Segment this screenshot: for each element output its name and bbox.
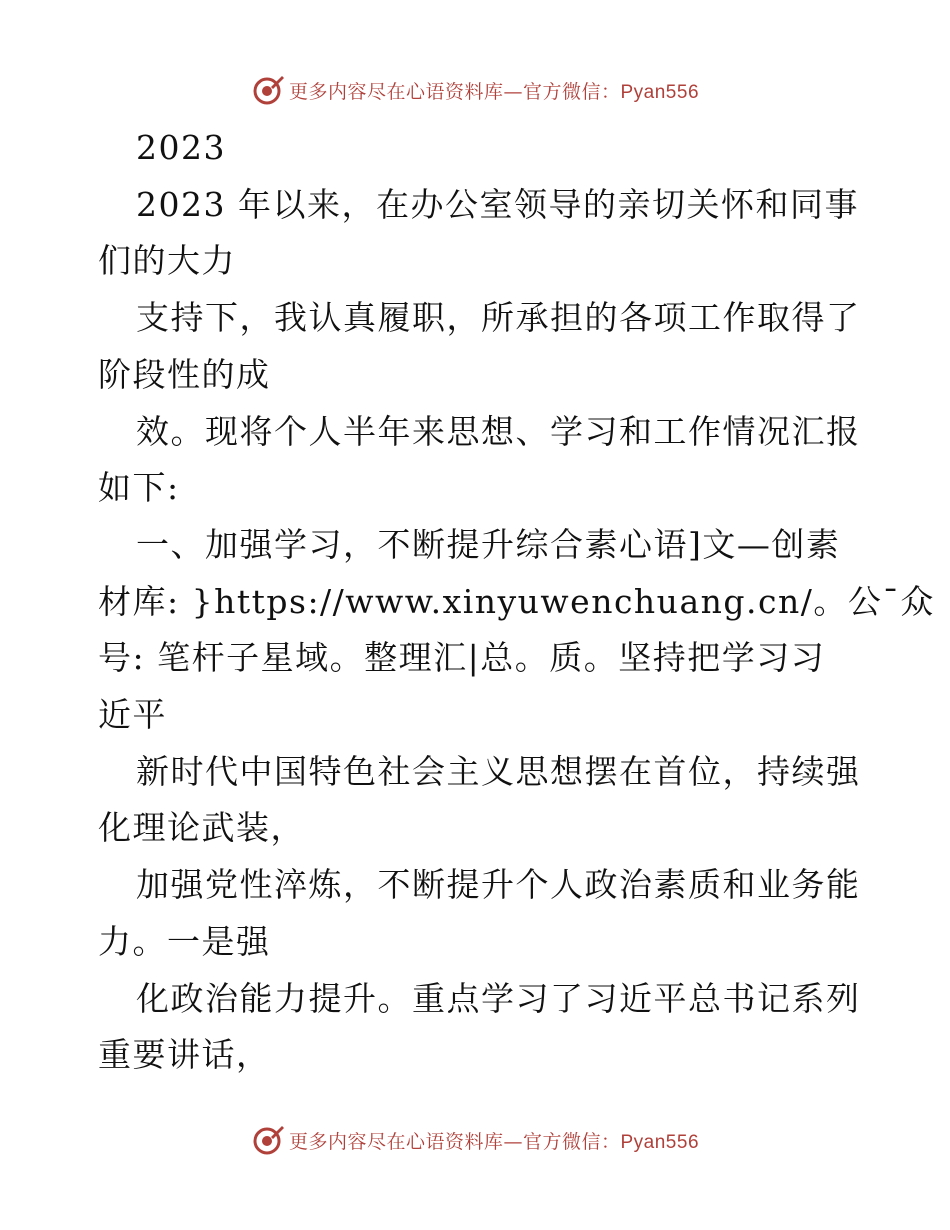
text-line: 如下:: [98, 468, 180, 508]
text-line: 力。一是强: [98, 921, 271, 961]
text-line: 2023: [136, 128, 226, 167]
document-body: [98, 120, 935, 1084]
text-line: 新时代中国特色社会主义思想摆在首位，持续强: [136, 751, 861, 791]
footer-banner-content: [251, 1123, 699, 1157]
footer-banner-wechat: Pyan556: [620, 1131, 700, 1153]
pen-logo-icon: [251, 1123, 285, 1157]
header-banner-label: [289, 77, 699, 104]
footer-banner: [0, 1120, 950, 1160]
header-banner-wechat: Pyan556: [620, 81, 700, 103]
header-banner: [0, 70, 950, 110]
text-line: 加强党性淬炼，不断提升个人政治素质和业务能: [136, 865, 861, 905]
text-line: 重要讲话，: [98, 1035, 271, 1075]
text-line: 2023 年以来，在办公室领导的亲切关怀和同事: [136, 184, 859, 224]
text-line: 一、加强学习，不断提升综合素心语]文—创素: [136, 524, 841, 564]
header-banner-content: [251, 73, 699, 107]
text-line: 材库: }https://www.xinyuwenchuang.cn/。公¯众: [98, 581, 935, 621]
text-line: 化理论武装，: [98, 808, 305, 848]
text-line: 们的大力: [98, 241, 236, 281]
text-line: 支持下，我认真履职，所承担的各项工作取得了: [136, 298, 861, 338]
header-banner-text: 更多内容尽在心语资料库—官方微信：: [288, 80, 621, 103]
text-line: 化政治能力提升。重点学习了习近平总书记系列: [136, 978, 861, 1018]
text-line: 阶段性的成: [98, 354, 271, 394]
footer-banner-text: 更多内容尽在心语资料库—官方微信：: [288, 1130, 621, 1153]
text-line: 近平: [98, 695, 167, 735]
footer-banner-label: [289, 1127, 699, 1154]
pen-logo-icon: [251, 73, 285, 107]
text-line: 效。现将个人半年来思想、学习和工作情况汇报: [136, 411, 861, 451]
text-line: 号: 笔杆子星域。整理汇|总。质。坚持把学习习: [98, 638, 826, 678]
